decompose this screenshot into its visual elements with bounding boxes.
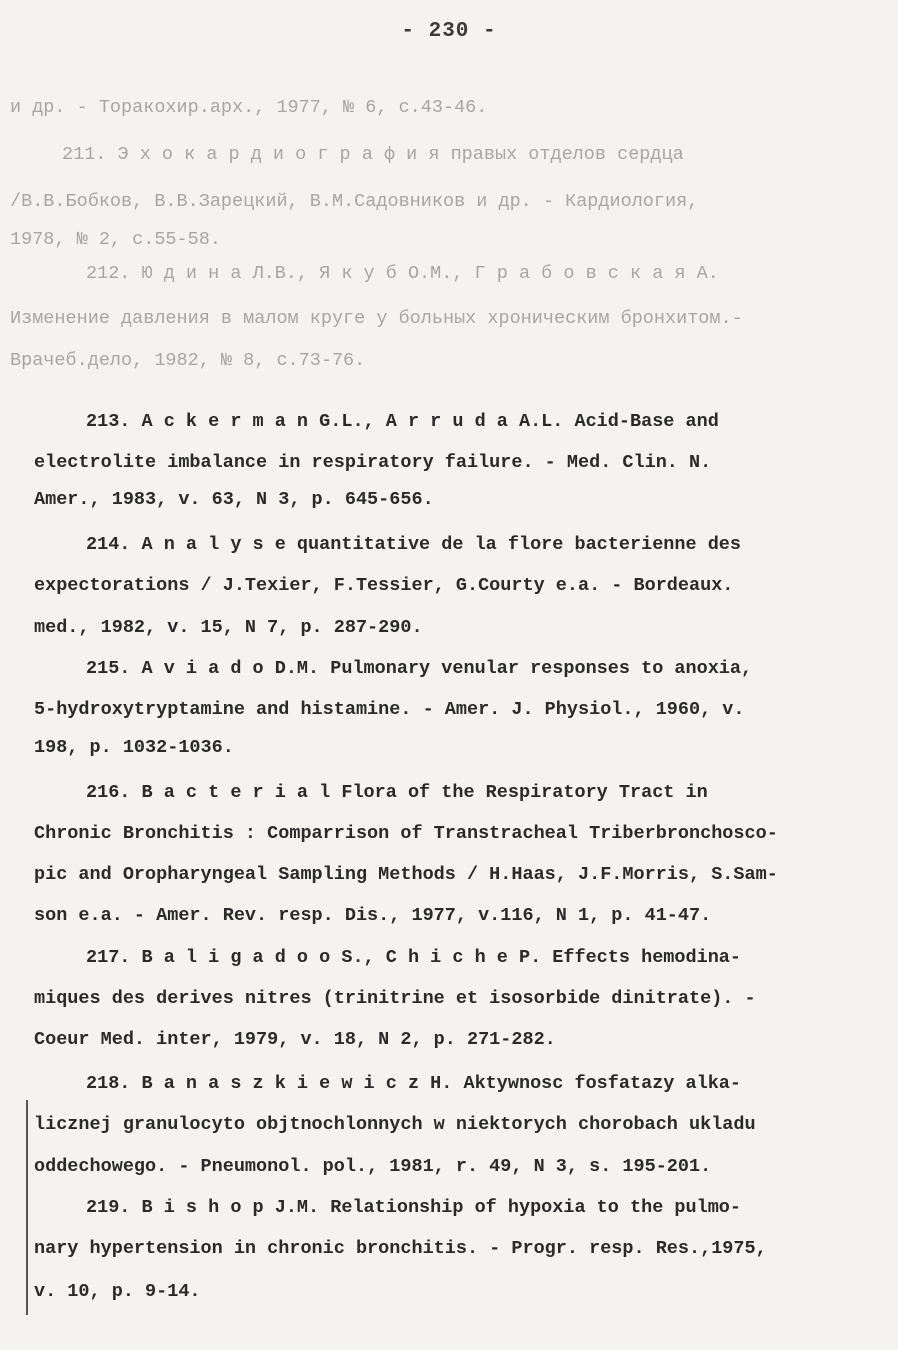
text-line: son e.a. - Amer. Rev. resp. Dis., 1977, v.116, N 1, p. 41-47. [34, 905, 712, 926]
text-line: nary hypertension in chronic bronchitis. - Progr. resp. Res.,1975, [34, 1238, 767, 1259]
text-line: Изменение давления в малом круге у больных хроническим бронхитом.- [10, 308, 743, 329]
text-line: 212. Ю д и н а Л.В., Я к у б О.М., Г р а б о в с к а я А. [86, 263, 719, 284]
text-line: 5-hydroxytryptamine and histamine. - Amer. J. Physiol., 1960, v. [34, 699, 745, 720]
text-line: pic and Oropharyngeal Sampling Methods / H.Haas, J.F.Morris, S.Sam- [34, 864, 778, 885]
margin-rule [26, 1100, 28, 1315]
text-line: 211. Э х о к а р д и о г р а ф и я правых отделов сердца [62, 144, 684, 165]
text-line: 1978, № 2, с.55-58. [10, 229, 221, 250]
text-line: Врачеб.дело, 1982, № 8, с.73-76. [10, 350, 366, 371]
text-line: 217. B a l i g a d o o S., C h i c h e P. Effects hemodina- [86, 947, 742, 968]
text-line: electrolite imbalance in respiratory failure. - Med. Clin. N. [34, 452, 712, 473]
page-number: - 230 - [401, 20, 497, 43]
text-line: Chronic Bronchitis : Comparrison of Transtracheal Triberbronchosco- [34, 823, 778, 844]
text-line: miques des derives nitres (trinitrine et isosorbide dinitrate). - [34, 988, 756, 1009]
text-line: licznej granulocyto objtnochlonnych w niektorych chorobach ukladu [34, 1114, 756, 1135]
text-line: 198, p. 1032-1036. [34, 737, 234, 758]
text-line: v. 10, p. 9-14. [34, 1281, 201, 1302]
text-line: oddechowego. - Pneumonol. pol., 1981, r. 49, N 3, s. 195-201. [34, 1156, 712, 1177]
text-line: 219. B i s h o p J.M. Relationship of hypoxia to the pulmo- [86, 1197, 742, 1218]
text-line: 218. B a n a s z k i e w i c z H. Aktywnosc fosfatazy alka- [86, 1073, 742, 1094]
text-line: Amer., 1983, v. 63, N 3, p. 645-656. [34, 489, 434, 510]
text-line: Coeur Med. inter, 1979, v. 18, N 2, p. 271-282. [34, 1029, 556, 1050]
text-line: 215. A v i a d o D.M. Pulmonary venular responses to anoxia, [86, 658, 753, 679]
text-line: и др. - Торакохир.арх., 1977, № 6, с.43-46. [10, 97, 488, 118]
text-line: 216. B a c t e r i a l Flora of the Respiratory Tract in [86, 782, 708, 803]
text-line: 213. A c k e r m a n G.L., A r r u d a A.L. Acid-Base and [86, 411, 719, 432]
text-line: expectorations / J.Texier, F.Tessier, G.Courty e.a. - Bordeaux. [34, 575, 734, 596]
text-line: /В.В.Бобков, В.В.Зарецкий, В.М.Садовников и др. - Кардиология, [10, 191, 699, 212]
text-line: 214. A n a l y s e quantitative de la flore bacterienne des [86, 534, 742, 555]
text-line: med., 1982, v. 15, N 7, p. 287-290. [34, 617, 423, 638]
